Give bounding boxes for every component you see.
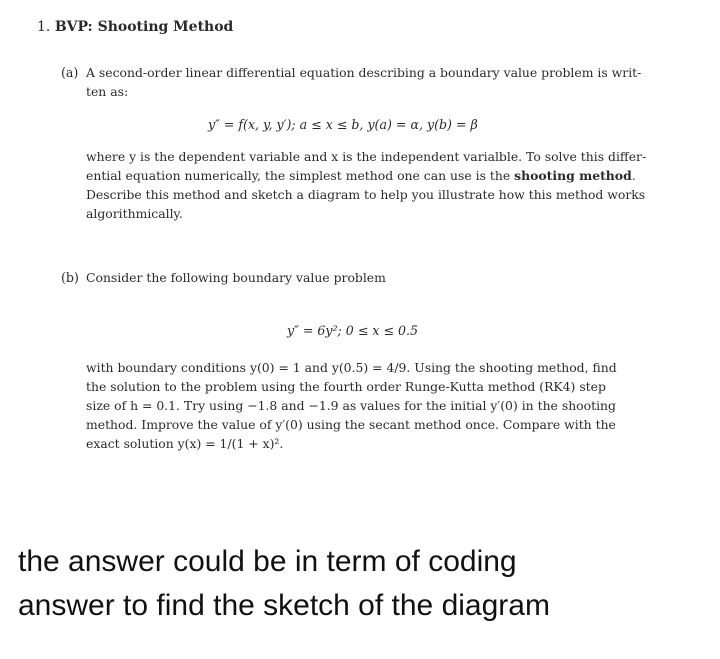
- part-b-body-line: size of h = 0.1. Try using −1.8 and −1.9 as values for the initial y′(0) in the shooting: [86, 398, 616, 413]
- part-a-body-line: algorithmically.: [86, 206, 183, 221]
- part-b-body-line: the solution to the problem using the fourth order Runge-Kutta method (RK4) step: [86, 379, 606, 394]
- part-a-intro-line: ten as:: [86, 84, 129, 99]
- part-b-body-line: with boundary conditions y(0) = 1 and y(0.5) = 4/9. Using the shooting method, find: [86, 360, 617, 375]
- problem-number: 1.: [37, 19, 51, 35]
- part-a-body-line: [86, 166, 652, 185]
- problem-heading: [37, 17, 233, 37]
- part-a-body: [86, 147, 652, 223]
- part-b-label: (b): [61, 270, 79, 285]
- question-note-line: the answer could be in term of coding: [18, 545, 517, 578]
- part-a-intro-line: A second-order linear differential equation describing a boundary value problem is writ-: [86, 65, 642, 80]
- problem-title: BVP: Shooting Method: [54, 19, 234, 35]
- part-a-label: (a): [61, 65, 79, 80]
- part-b-equation: y″ = 6y²; 0 ≤ x ≤ 0.5: [287, 323, 419, 338]
- part-b-body-line: method. Improve the value of y′(0) using the secant method once. Compare with the: [86, 417, 616, 432]
- part-a-intro: [86, 63, 652, 101]
- part-a-body-text: .: [631, 168, 636, 183]
- part-a-body-line: where y is the dependent variable and x is the independent varialble. To solve this differ-: [86, 149, 647, 164]
- part-b-intro: [86, 268, 652, 287]
- part-b-body: [86, 358, 652, 453]
- part-b-body-line: exact solution y(x) = 1/(1 + x)².: [86, 436, 284, 451]
- part-a-body-text: ential equation numerically, the simplest method one can use is the: [86, 168, 515, 183]
- part-a-body-line: Describe this method and sketch a diagram to help you illustrate how this method works: [86, 187, 646, 202]
- part-b-intro-line: Consider the following boundary value problem: [86, 270, 386, 285]
- shooting-method-term: shooting method: [514, 168, 632, 183]
- question-note: [18, 540, 708, 628]
- question-note-line: answer to find the sketch of the diagram: [18, 589, 550, 622]
- part-a-equation: y″ = f(x, y, y′); a ≤ x ≤ b, y(a) = α, y(b) = β: [208, 117, 478, 132]
